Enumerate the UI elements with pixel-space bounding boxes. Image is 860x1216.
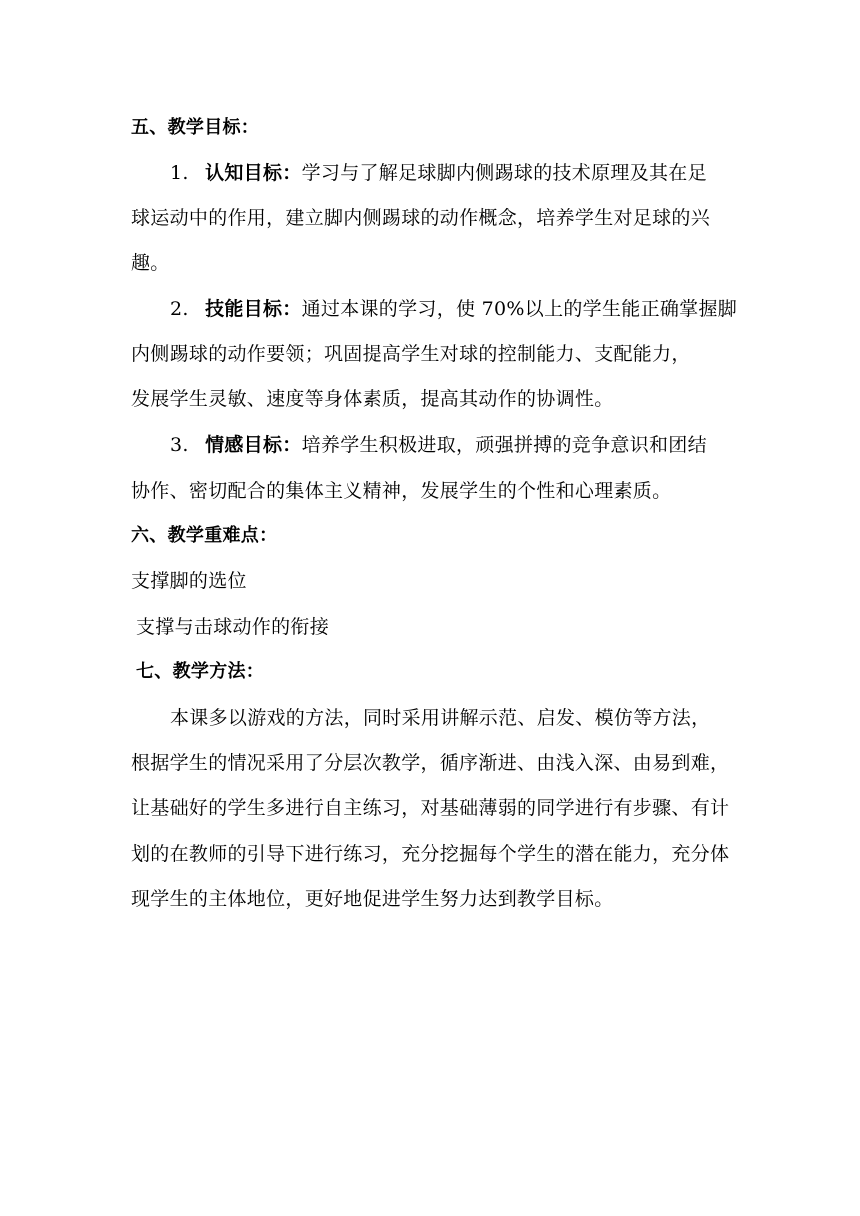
item-text: 培养学生积极进取，顽强拼搏的竞争意识和团结 <box>301 434 707 456</box>
item-label: 技能目标： <box>205 298 302 320</box>
objective-item-cognitive <box>170 161 707 185</box>
section-heading-key-points: 六、教学重难点： <box>131 525 278 546</box>
item-text: 学习与了解足球脚内侧踢球的技术原理及其在足 <box>301 162 707 184</box>
item-text: 通过本课的学习，使 70%以上的学生能正确掌握脚 <box>301 298 738 320</box>
section-heading-teaching-objectives: 五、教学目标： <box>131 117 260 138</box>
objective-item-affective <box>170 433 707 457</box>
paragraph-line: 协作、密切配合的集体主义精神，发展学生的个性和心理素质。 <box>131 480 672 502</box>
paragraph-line: 球运动中的作用，建立脚内侧踢球的动作概念，培养学生对足球的兴 <box>131 207 711 229</box>
paragraph-line: 趣。 <box>131 252 170 274</box>
key-point-item: 支撑与击球动作的衔接 <box>136 616 330 638</box>
item-number: 3. <box>170 434 189 456</box>
item-label: 认知目标： <box>205 162 302 184</box>
paragraph-line: 本课多以游戏的方法，同时采用讲解示范、启发、模仿等方法， <box>170 707 711 729</box>
item-number: 2. <box>170 298 189 320</box>
item-label: 情感目标： <box>205 434 302 456</box>
objective-item-skill <box>170 297 737 321</box>
paragraph-line: 现学生的主体地位，更好地促进学生努力达到教学目标。 <box>131 888 614 910</box>
paragraph-line: 让基础好的学生多进行自主练习，对基础薄弱的同学进行有步骤、有计 <box>131 797 730 819</box>
section-heading-teaching-methods: 七、教学方法： <box>136 661 265 682</box>
paragraph-line: 发展学生灵敏、速度等身体素质，提高其动作的协调性。 <box>131 388 614 410</box>
paragraph-line: 划的在教师的引导下进行练习，充分挖掘每个学生的潜在能力，充分体 <box>131 843 730 865</box>
key-point-item: 支撑脚的选位 <box>131 570 247 592</box>
paragraph-line: 内侧踢球的动作要领；巩固提高学生对球的控制能力、支配能力， <box>131 343 691 365</box>
item-number: 1. <box>170 162 189 184</box>
paragraph-line: 根据学生的情况采用了分层次教学，循序渐进、由浅入深、由易到难， <box>131 752 730 774</box>
